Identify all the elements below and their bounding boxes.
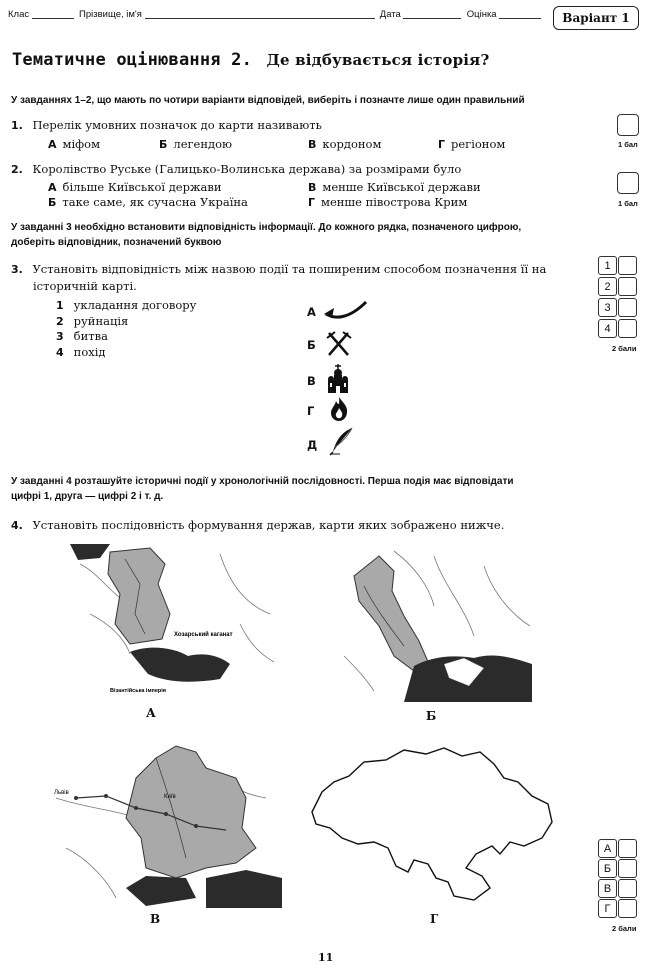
answer-cell[interactable] [618, 879, 637, 898]
answer-cell[interactable] [618, 859, 637, 878]
option-text: регіоном [451, 137, 506, 151]
option-letter: Г [438, 138, 446, 151]
map-a-label: Візантійська імперія [110, 688, 166, 694]
q3-answer-row[interactable] [598, 298, 638, 317]
question-4 [11, 518, 504, 532]
option-letter: В [308, 181, 317, 194]
map-b-caption: Б [426, 709, 437, 723]
instruction-3-line1: У завданні 4 розташуйте історичні події у хронологічній послідовності. Перша подія має відповідати [11, 476, 514, 487]
answer-cell[interactable] [618, 839, 637, 858]
event-number: 4 [56, 345, 64, 359]
q3-score: 2 бали [612, 344, 637, 353]
quill-pen-icon [328, 426, 354, 456]
q1-option-a[interactable] [48, 137, 100, 151]
answer-cell[interactable] [618, 298, 637, 317]
q1-text: Перелік умовних позначок до карти називають [32, 118, 322, 132]
q2-option-a[interactable] [48, 180, 222, 194]
row-label: А [598, 839, 617, 858]
option-letter: А [48, 181, 57, 194]
question-2 [11, 162, 461, 176]
map-d [304, 742, 556, 910]
answer-cell[interactable] [618, 256, 637, 275]
title-sub: Де відбувається історія? [266, 51, 490, 69]
page-number: 11 [318, 951, 334, 964]
event-text: похід [73, 344, 106, 359]
q2-score: 1 бал [618, 199, 638, 208]
map-c [46, 738, 282, 908]
q4-answer-row[interactable] [598, 899, 638, 918]
row-label: 1 [598, 256, 617, 275]
q1-answer-box[interactable] [617, 114, 639, 136]
symbol-letter-c: В [307, 374, 316, 388]
q4-score: 2 бали [612, 924, 637, 933]
class-field[interactable] [32, 8, 74, 19]
map-c-caption: В [150, 912, 161, 926]
question-3 [11, 261, 571, 294]
option-text: менше Київської держави [322, 180, 481, 194]
q4-answer-row[interactable] [598, 839, 638, 858]
q2-option-b[interactable] [48, 195, 248, 209]
arrow-icon [322, 296, 370, 324]
q1-option-d[interactable] [438, 137, 505, 151]
map-a [70, 544, 276, 696]
instruction-1: У завданнях 1–2, що мають по чотири варіанти відповідей, виберіть і позначте лише один правильний [11, 95, 525, 106]
event-text: руйнація [73, 313, 129, 328]
answer-cell[interactable] [618, 899, 637, 918]
symbol-letter-a: А [307, 305, 316, 319]
option-text: кордоном [322, 137, 382, 151]
page-title [12, 50, 489, 70]
header-row [8, 8, 541, 20]
symbol-letter-b: Б [307, 338, 316, 352]
name-label: Прізвище, ім'я [79, 9, 142, 20]
q3-event [56, 329, 196, 345]
event-number: 2 [56, 314, 64, 328]
symbol-letter-e: Д [307, 438, 318, 452]
instruction-2-line2: доберіть відповідник, позначений буквою [11, 237, 222, 248]
row-label: Б [598, 859, 617, 878]
option-letter: Б [159, 138, 168, 151]
event-text: битва [73, 329, 108, 343]
q3-number: 3. [11, 263, 23, 276]
q4-answer-row[interactable] [598, 879, 638, 898]
instruction-2 [11, 220, 591, 250]
name-field[interactable] [145, 8, 375, 19]
instruction-3 [11, 474, 591, 504]
answer-cell[interactable] [618, 277, 637, 296]
instruction-2-line1: У завданні 3 необхідно встановити відповідність інформації. До кожного рядка, позначеного цифрою, [11, 222, 522, 233]
map-a-label: Хозарський каганат [174, 632, 233, 638]
row-label: В [598, 879, 617, 898]
variant-badge: Варіант 1 [553, 6, 639, 30]
map-d-caption: Г [430, 912, 439, 926]
symbol-letter-d: Г [307, 404, 315, 418]
q3-events-list [56, 298, 196, 360]
q1-score: 1 бал [618, 140, 638, 149]
q2-number: 2. [11, 163, 23, 176]
q1-number: 1. [11, 119, 23, 132]
row-label: 2 [598, 277, 617, 296]
q4-answer-row[interactable] [598, 859, 638, 878]
q4-number: 4. [11, 519, 23, 532]
row-label: Г [598, 899, 617, 918]
instruction-3-line2: цифрі 1, друга — цифрі 2 і т. д. [11, 491, 164, 502]
map-c-label: Київ [164, 794, 176, 800]
map-a-caption: А [146, 706, 156, 720]
grade-label: Оцінка [466, 9, 497, 20]
answer-cell[interactable] [618, 319, 637, 338]
fire-icon [328, 396, 350, 422]
option-text: міфом [62, 137, 101, 151]
q2-answer-box[interactable] [617, 172, 639, 194]
q3-answer-row[interactable] [598, 256, 638, 275]
crossed-swords-icon [326, 330, 352, 358]
q3-event [56, 314, 196, 330]
option-letter: Г [308, 196, 316, 209]
q3-answer-row[interactable] [598, 319, 638, 338]
q2-option-c[interactable] [308, 180, 481, 194]
q3-event [56, 298, 196, 314]
q3-text-line1: Установіть відповідність між назвою події та поширеним способом позначення її на [32, 262, 547, 276]
option-text: легендою [173, 137, 233, 151]
option-letter: Б [48, 196, 57, 209]
date-field[interactable] [403, 8, 461, 19]
class-label: Клас [8, 9, 30, 20]
q2-text: Королівство Руське (Галицько-Волинська держава) за розмірами було [32, 162, 462, 176]
q1-option-b[interactable] [159, 137, 232, 151]
grade-field[interactable] [499, 8, 541, 19]
map-c-label: Львів [54, 790, 69, 796]
row-label: 4 [598, 319, 617, 338]
option-letter: В [308, 138, 317, 151]
q1-option-c[interactable] [308, 137, 381, 151]
q3-text-line2: історичній карті. [33, 279, 137, 293]
option-text: менше півострова Крим [321, 195, 468, 209]
q2-option-d[interactable] [308, 195, 467, 209]
q3-event [56, 345, 196, 361]
date-label: Дата [379, 9, 401, 20]
option-text: таке саме, як сучасна Україна [62, 195, 248, 209]
option-text: більше Київської держави [62, 180, 222, 194]
q3-answer-row[interactable] [598, 277, 638, 296]
title-main: Тематичне оцінювання 2. [12, 50, 253, 70]
event-number: 3 [56, 330, 64, 343]
map-b [334, 546, 534, 702]
row-label: 3 [598, 298, 617, 317]
question-1 [11, 118, 322, 132]
q4-text: Установіть послідовність формування держав, карти яких зображено нижче. [32, 518, 505, 532]
event-number: 1 [56, 299, 64, 312]
option-letter: А [48, 138, 57, 151]
event-text: укладання договору [73, 298, 197, 312]
church-icon [326, 364, 350, 394]
